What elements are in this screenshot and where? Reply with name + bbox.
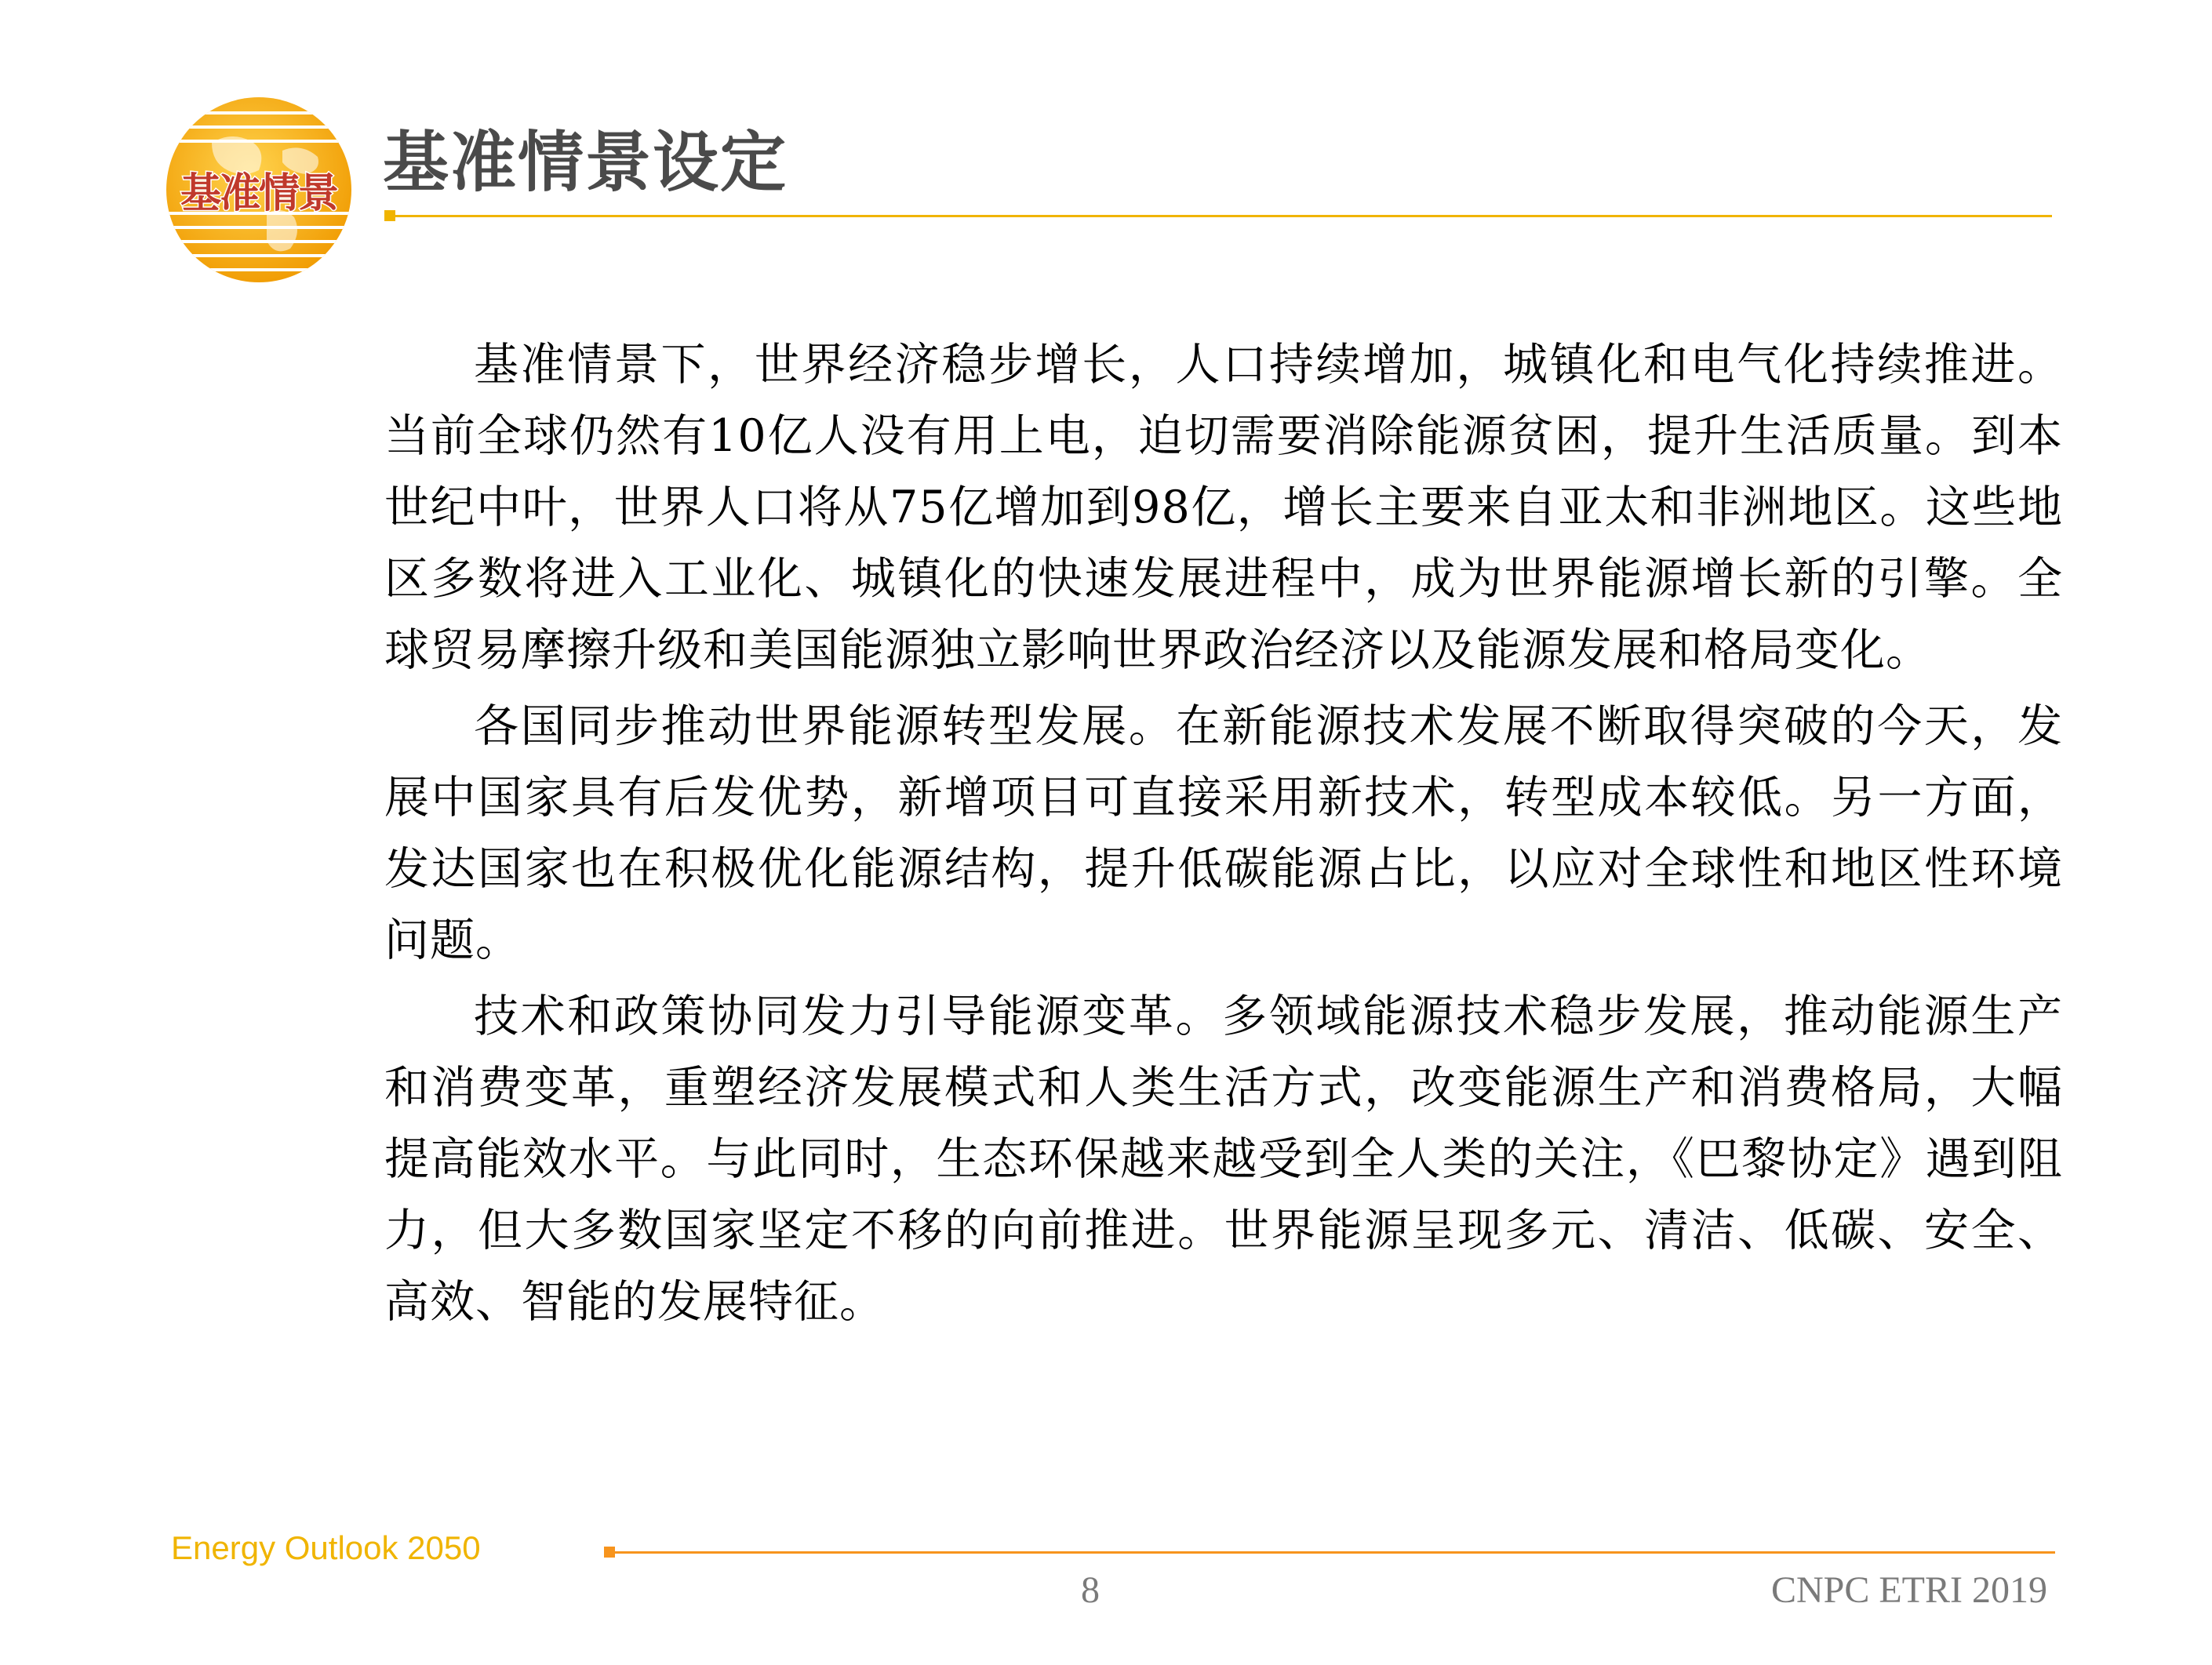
page-title: 基准情景设定 — [383, 124, 788, 201]
footer-rule-marker — [604, 1547, 615, 1558]
footer-publisher: CNPC ETRI 2019 — [1770, 1569, 2047, 1611]
paragraph: 技术和政策协同发力引导能源变革。多领域能源技术稳步发展，推动能源生产和消费变革，重塑经济发展模式和人类生活方式，改变能源生产和消费格局，大幅提高能效水平。与此同时，生态环保越来越受到全人类的关注，《巴黎协定》遇到阻力，但大多数国家坚定不移的向前推进。世界能源呈现多元、清洁、低碳、安全、高效、智能的发展特征。 — [384, 991, 2063, 1328]
footer-divider — [615, 1551, 2055, 1554]
logo — [165, 96, 353, 284]
paragraph: 基准情景下，世界经济稳步增长，人口持续增加，城镇化和电气化持续推进。当前全球仍然有10亿人没有用上电，迫切需要消除能源贫困，提升生活质量。到本世纪中叶，世界人口将从75亿增加到98亿，增长主要来自亚太和非洲地区。这些地区多数将进入工业化、城镇化的快速发展进程中，成为世界能源增长新的引擎。全球贸易摩擦升级和美国能源独立影响世界政治经济以及能源发展和格局变化。 — [384, 339, 2063, 676]
title-divider — [389, 215, 2052, 217]
logo-text: 基准情景 — [180, 170, 337, 217]
page-number: 8 — [1081, 1569, 1100, 1611]
body-content — [384, 329, 2063, 1343]
footer-publication-title: Energy Outlook 2050 — [171, 1529, 481, 1566]
paragraph: 各国同步推动世界能源转型发展。在新能源技术发展不断取得突破的今天，发展中国家具有后发优势，新增项目可直接采用新技术，转型成本较低。另一方面，发达国家也在积极优化能源结构，提升低碳能源占比，以应对全球性和地区性环境问题。 — [384, 700, 2063, 966]
